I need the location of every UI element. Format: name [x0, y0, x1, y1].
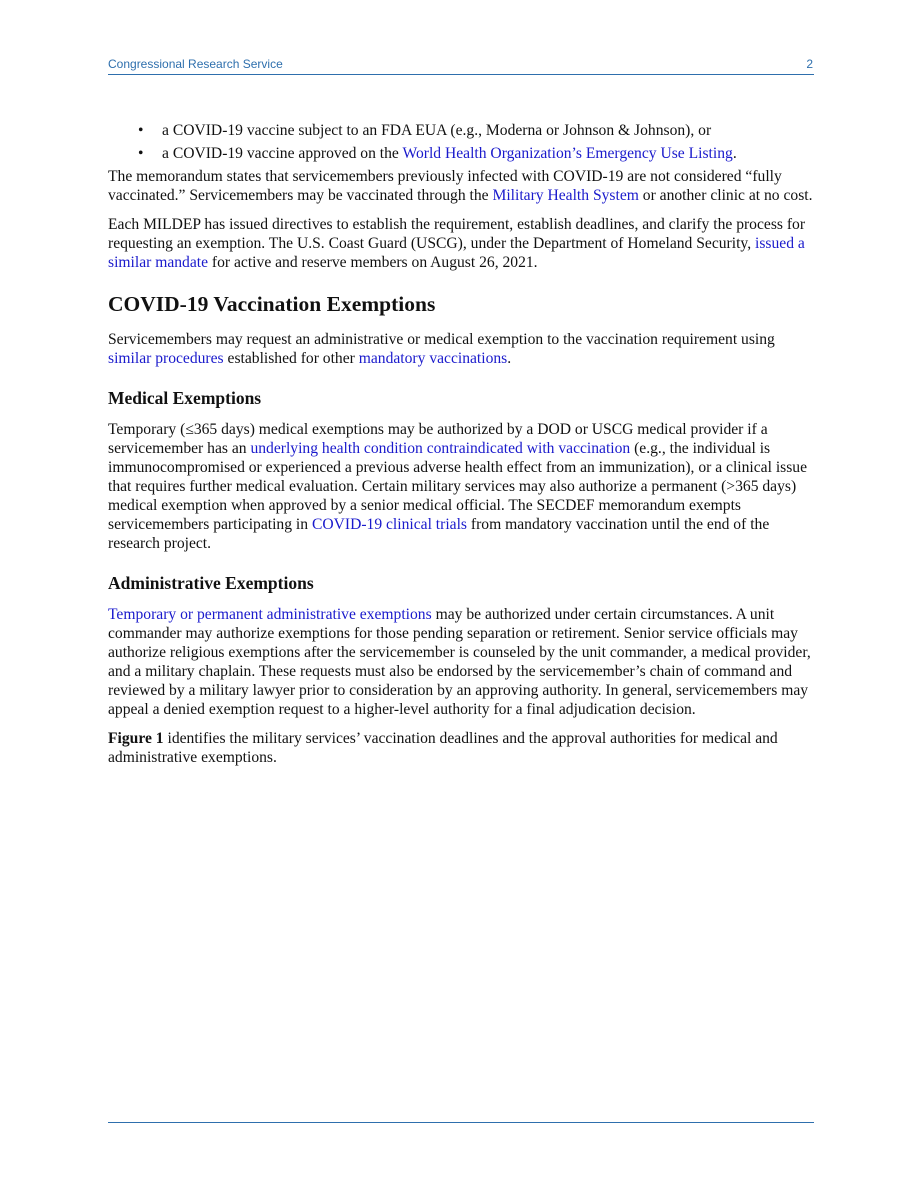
- text-run: .: [507, 350, 512, 367]
- mandatory-vaccinations-link[interactable]: mandatory vaccinations: [358, 350, 508, 367]
- list-item: [108, 144, 814, 163]
- section-title: COVID-19 Vaccination Exemptions: [108, 292, 436, 316]
- text-run: Each MILDEP has issued directives to establish the requirement, establish deadlines, and clarify the process for requesting an exemption. The U.S. Coast Guard (USCG), under the Department of Homeland Security,: [108, 216, 806, 252]
- bullet-marker: •: [138, 145, 144, 162]
- text-run: The memorandum states that servicemembers previously infected with COVID-19 are not considered “fully vaccinated.” Servicemembers may be vaccinated through the: [108, 168, 782, 204]
- document-body: [108, 121, 814, 777]
- text-run: from mandatory vaccination until the end of the research project.: [108, 516, 770, 552]
- contraindicated-condition-link[interactable]: underlying health condition contraindicated with vaccination: [250, 440, 631, 457]
- text-run: or another clinic at no cost.: [638, 187, 813, 204]
- list-item-text-end: .: [732, 145, 737, 162]
- paragraph-medical-exemptions: [108, 420, 814, 553]
- paragraph-figure-reference: [108, 729, 814, 767]
- similar-procedures-link[interactable]: similar procedures: [108, 350, 224, 367]
- list-item-text: a COVID-19 vaccine approved on the: [162, 145, 403, 162]
- military-health-system-link[interactable]: Military Health System: [492, 187, 639, 204]
- header-organization: Congressional Research Service: [108, 57, 283, 71]
- figure-reference: Figure 1: [108, 730, 164, 747]
- text-run: established for other: [223, 350, 359, 367]
- paragraph-memorandum: [108, 167, 814, 205]
- uscg-mandate-link[interactable]: issued a similar mandate: [108, 235, 805, 271]
- bullet-marker: •: [138, 122, 144, 139]
- footer-rule: [108, 1122, 814, 1123]
- list-item-text: a COVID-19 vaccine subject to an FDA EUA (e.g., Moderna or Johnson & Johnson), or: [162, 122, 712, 139]
- page-number: 2: [806, 57, 813, 71]
- medical-exemptions-heading: Medical Exemptions: [108, 388, 262, 408]
- clinical-trials-link[interactable]: COVID-19 clinical trials: [311, 516, 467, 533]
- text-run: Temporary (≤365 days) medical exemptions may be authorized by a DOD or USCG medical provider if a servicemember has an: [108, 421, 768, 457]
- text-run: identifies the military services’ vaccination deadlines and the approval authorities for medical and administrative exemptions.: [108, 730, 778, 766]
- administrative-exemptions-heading: Administrative Exemptions: [108, 573, 314, 593]
- text-run: Servicemembers may request an administrative or medical exemption to the vaccination requirement using: [108, 331, 775, 348]
- text-run: may be authorized under certain circumstances. A unit commander may authorize exemptions for those pending separation or retirement. Senior service officials may authorize religious exemptions after the servicemember is counseled by the unit commander, a medical provider, and a military chaplain. These requests must also be endorsed by the servicemember’s chain of command and reviewed by a military lawyer prior to consideration by an approving authority. In general, servicemembers may appeal a denied exemption request to a higher-level authority for a final adjudication decision.: [108, 606, 811, 718]
- paragraph-exemptions-intro: [108, 330, 814, 368]
- page-header: [108, 57, 814, 75]
- list-item: [108, 121, 814, 140]
- bullet-list: [108, 121, 814, 163]
- paragraph-administrative-exemptions: [108, 605, 814, 719]
- who-emergency-use-listing-link[interactable]: World Health Organization’s Emergency Use Listing: [402, 145, 733, 162]
- text-run: (e.g., the individual is immunocompromised or experienced a previous adverse health effect from an immunization), or a clinical issue that requires further medical evaluation. Certain military services may also authorize a permanent (>365 days) medical exemption when approved by a senior medical official. The SECDEF memorandum exempts servicemembers participating in: [108, 440, 808, 533]
- text-run: for active and reserve members on August 26, 2021.: [208, 254, 538, 271]
- paragraph-mildep: [108, 215, 814, 272]
- administrative-exemptions-link[interactable]: Temporary or permanent administrative exemptions: [108, 606, 432, 623]
